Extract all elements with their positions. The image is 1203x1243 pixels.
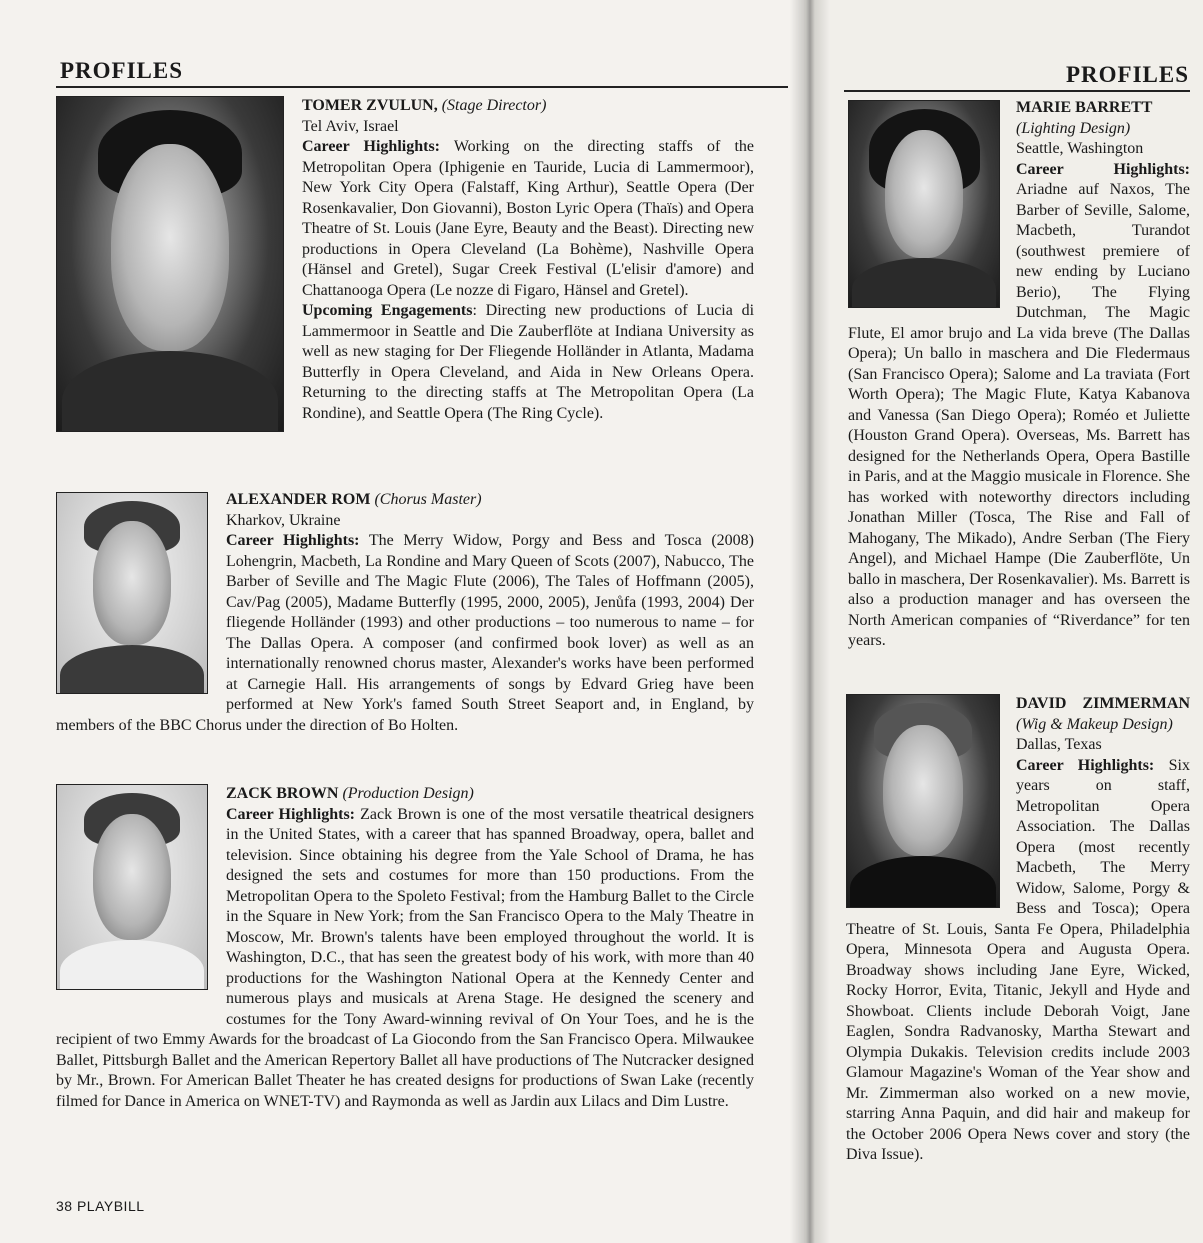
heading-rule: [844, 90, 1190, 92]
profile-role: (Production Design): [338, 785, 474, 802]
profile-name: ZACK BROWN: [226, 785, 339, 802]
profile-location: Tel Aviv, Israel: [302, 117, 399, 135]
upcoming-text: : Directing new productions of Lucia di Lammermoor in Seattle and Die Zauberflöte at Indiana University as well as new staging for Der Fliegende Holländer in Atlanta, Madama Butterfly in Opera Cleveland, and Aida in New Orleans Opera. Returning to the directing staffs at The Metropolitan Opera (La Rondine), and Seattle Opera (The Ring Cycle).: [302, 302, 755, 422]
photo-spacer: [56, 490, 226, 704]
profile-marie-barrett: [848, 98, 1190, 652]
heading-rule: [56, 86, 788, 88]
profile-alexander-rom: [56, 490, 754, 736]
highlights-text: Zack Brown is one of the most versatile theatrical designers in the United States, with a career that has spanned Broadway, opera, ballet and television. Since obtaining his degree from the Yale School of Drama, he has designed the sets and costumes for more than 150 productions. From the Metropolitan Opera to the Spoleto Festival; from the Hamburg Ballet to the Circle in the Square in New York; from the San Francisco Opera to the Maly Theatre in Moscow, Mr. Brown's talents have been employed throughout the world. It is Washington, D.C., that has seen the greatest body of his work, with more than 40 productions for the Washington National Opera at the Kennedy Center and numerous plays and musicals at Arena Stage. He designed the scenery and costumes for the Tony Award-winning revival of On Your Toes, and he is the recipient of two Emmy Awards for the broadcast of La Giocondo from the San Francisco Opera. Milwaukee Ballet, Pittsburgh Ballet and the American Repertory Ballet all have productions of The Nutcracker designed by Mr., Brown. For American Ballet Theater he has created designs for productions of Swan Lake (recently filmed for Dance in America on WNET-TV) and Raymonda as well as Jardin aux Lilacs and Dim Lustre.: [56, 805, 754, 1110]
photo-shoulders: [62, 351, 279, 432]
profile-role: (Stage Director): [437, 97, 547, 114]
highlights-label: Career Highlights:: [226, 805, 355, 823]
highlights-text: Ariadne auf Naxos, The Barber of Seville, Salome, Macbeth, Turandot (southwest premiere of new ending by Luciano Berio), The Flying Dutchman, The Magic Flute, El amor brujo and La vida breve (The Dallas Opera); Un ballo in maschera and Die Fledermaus (San Francisco Opera); Salome and La traviata (Fort Worth Opera); The Magic Flute, Katya Kabanova and Vanessa (San Diego Opera); Roméo et Juliette (Houston Grand Opera). Overseas, Ms. Barrett has designed for the Netherlands Opera, Opera Bastille in Paris, and at the Maggio musicale in Florence. She has worked with noteworthy directors including Jonathan Miller (Tosca, The Rise and Fall of Mahogany, The Mikado), Andre Serban (The Fiery Angel), and Michael Hampe (Die Zauberflöte, Un ballo in maschera, Der Rosenkavalier). Ms. Barrett is also a production manager and has overseen the North American companies of “Riverdance” for ten years.: [848, 181, 1190, 649]
highlights-text: The Merry Widow, Porgy and Bess and Tosca (2008) Lohengrin, Macbeth, La Rondine and Mary Queen of Scots (2007), Nabucco, The Barber of Seville and The Magic Flute (2006), The Tales of Hoffmann (2005), Cav/Pag (2005), Madame Butterfly (1995, 2000, 2005), Jenůfa (1993, 2004) Der fliegende Holländer (1993) and other productions – too numerous to name – for The Dallas Opera. A composer (and confirmed book lover) as well as an internationally renowned chorus master, Alexander's works have been performed at Carnegie Hall. His arrangements of songs by Edvard Grieg have been performed at New York's famed South Street Seaport and, in England, by members of the BBC Chorus under the direction of Bo Holten.: [56, 532, 755, 734]
photo-spacer: [848, 98, 1016, 314]
profile-name: MARIE BARRETT: [1016, 99, 1153, 116]
photo-spacer: [846, 694, 1016, 916]
right-page: [804, 0, 1203, 1243]
photo-face: [111, 144, 229, 351]
profile-role: (Chorus Master): [370, 491, 482, 508]
profile-name: DAVID ZIMMERMAN: [1016, 695, 1190, 712]
highlights-label: Career Highlights:: [302, 138, 440, 155]
page-footer: 38 PLAYBILL: [56, 1198, 145, 1214]
page-heading: PROFILES: [1065, 62, 1189, 87]
highlights-text: Six years on staff, Metropolitan Opera Association. The Dallas Opera (most recently Macbeth, The Merry Widow, Salome, Porgy & Bess and Tosca); Opera Theatre of St. Louis, Santa Fe Opera, Philadelphia Opera, Minnesota Opera and Augusta Opera. Broadway shows including Jane Eyre, Wicked, Rocky Horror, Evita, Titanic, Jekyll and Hyde and Showboat. Clients include Deborah Voigt, Jane Eaglen, Sondra Radvanosky, Martha Stewart and Olympia Dukakis. Television credits include 2003 Glamour Magazine's Woman of the Year show and Mr. Zimmerman also worked on a new movie, starring Anna Paquin, and did hair and makeup for the October 2006 Opera News cover and story (the Diva Issue).: [846, 756, 1190, 1163]
highlights-label: Career Highlights:: [1016, 160, 1190, 178]
profile-location: Seattle, Washington: [1016, 140, 1144, 157]
profile-role: (Lighting Design): [1016, 119, 1131, 137]
profile-role: (Wig & Makeup Design): [1016, 715, 1173, 733]
profile-location: Dallas, Texas: [1016, 736, 1102, 753]
portrait-photo-tomer-zvulun: [56, 96, 284, 432]
upcoming-label: Upcoming Engagements: [302, 302, 473, 319]
highlights-label: Career Highlights:: [226, 532, 360, 549]
profile-zack-brown: [56, 784, 754, 1112]
profile-tomer-zvulun: [302, 96, 754, 424]
profile-name: TOMER ZVULUN,: [302, 97, 438, 114]
highlights-label: Career Highlights:: [1016, 756, 1155, 774]
profile-david-zimmerman: [846, 694, 1190, 1166]
photo-spacer: [56, 784, 226, 1010]
profile-name: ALEXANDER ROM: [226, 491, 371, 508]
page-heading: PROFILES: [60, 58, 184, 83]
profile-location: Kharkov, Ukraine: [226, 511, 341, 529]
highlights-text: Working on the directing staffs of the Metropolitan Opera (Iphigenie en Tauride, Lucia di Lammermoor), New York City Opera (Falstaff, King Arthur), Seattle Opera (Der Rosenkavalier, Don Giovanni), Boston Lyric Opera (Thaïs) and Opera Theatre of St. Louis (Jane Eyre, Beauty and the Beast). Directing new productions in Opera Cleveland (La Bohème), Nashville Opera (Hänsel and Gretel), Sugar Creek Festival (L'elisir d'amore) and Chattanooga Opera (Le nozze di Figaro, Hänsel and Gretel).: [302, 138, 754, 299]
